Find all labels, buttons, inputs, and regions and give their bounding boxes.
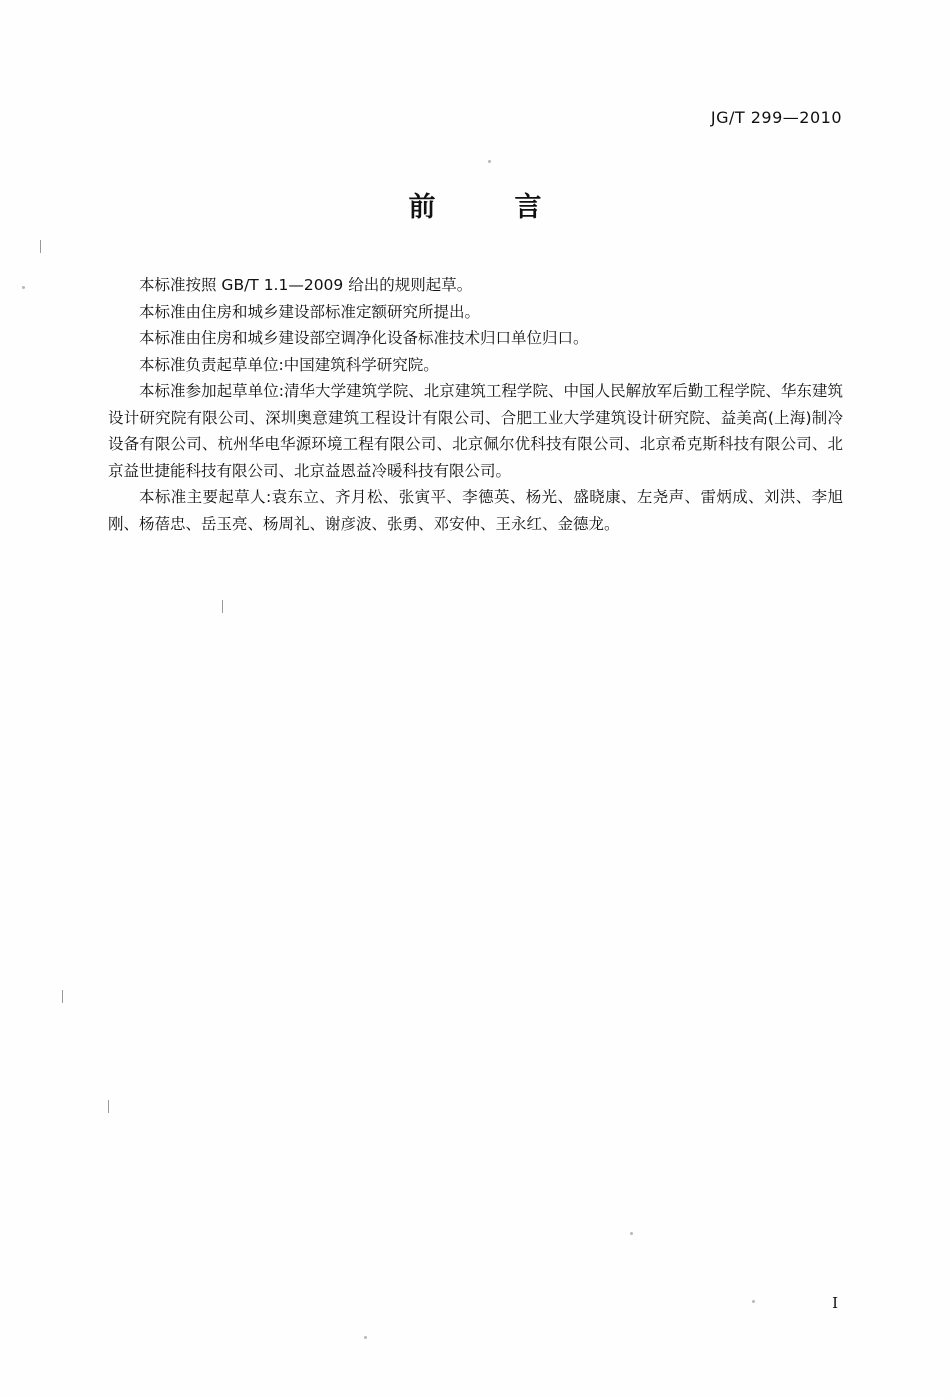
scan-dot [22, 286, 25, 289]
scan-dot [630, 1232, 633, 1235]
paragraph: 本标准由住房和城乡建设部标准定额研究所提出。 [139, 302, 481, 321]
paragraph: 本标准按照 GB/T 1.1—2009 给出的规则起草。 [139, 276, 473, 294]
scan-dot [364, 1336, 367, 1339]
paragraph: 本标准由住房和城乡建设部空调净化设备标准技术归口单位归口。 [139, 329, 589, 347]
margin-tick [62, 990, 63, 1003]
paragraph: 本标准参加起草单位:清华大学建筑学院、北京建筑工程学院、中国人民解放军后勤工程学院、华东建筑设计研究院有限公司、深圳奥意建筑工程设计有限公司、合肥工业大学建筑设计研究院、益美高(上海)制冷设备有限公司、杭州华电华源环境工程有限公司、北京佩尔优科技有限公司、北京希克斯科技有限公司、北京益世捷能科技有限公司、北京益恩益冷暖科技有限公司。 [108, 382, 843, 480]
margin-tick [108, 1100, 109, 1113]
standard-number: JG/T 299—2010 [710, 108, 842, 127]
page-title: 前 言 [408, 192, 568, 223]
page-number: I [832, 1294, 838, 1312]
paragraph: 本标准负责起草单位:中国建筑科学研究院。 [139, 355, 439, 374]
paragraph: 本标准主要起草人:袁东立、齐月松、张寅平、李德英、杨光、盛晓康、左尧声、雷炳成、刘洪、李旭刚、杨蓓忠、岳玉亮、杨周礼、谢彦波、张勇、邓安仲、王永红、金德龙。 [108, 488, 843, 533]
foreword-body [108, 272, 843, 537]
margin-tick [222, 600, 223, 613]
scan-dot [488, 160, 491, 163]
scan-dot [752, 1300, 755, 1303]
margin-tick [40, 240, 41, 253]
